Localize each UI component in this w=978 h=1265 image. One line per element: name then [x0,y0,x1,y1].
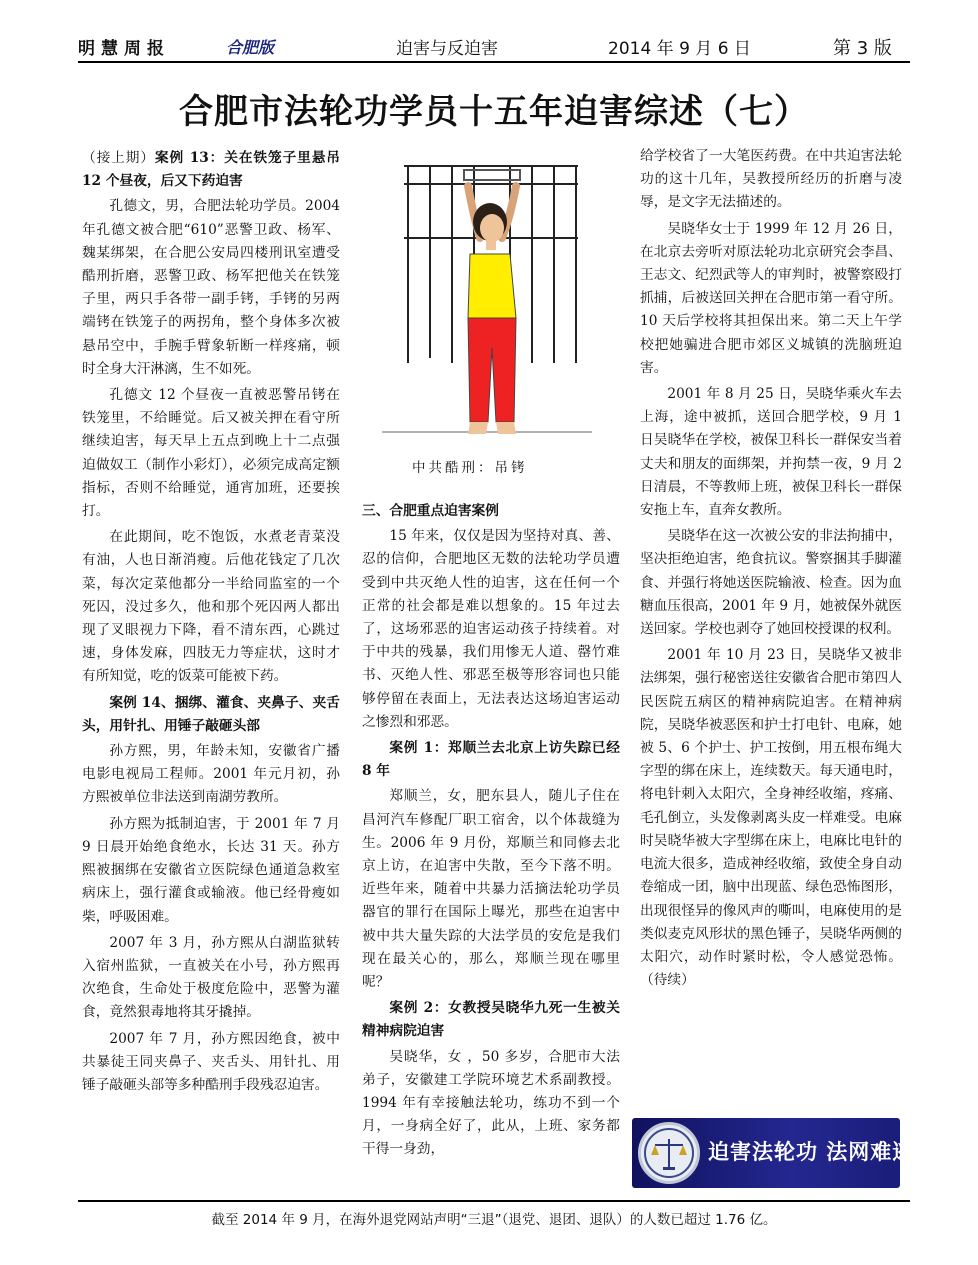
paragraph: 吴晓华在这一次被公安的非法拘捕中，坚决拒绝迫害，绝食抗议。警察捆其手脚灌食、并强行将她送医院输液、检查。因为血糖血压很高，2001 年 9 月，她被保外就医送回家。学校也剥夺了她回校授课的权利。 [640,528,902,638]
paragraph: 孙方熙为抵制迫害，于 2001 年 7 月 9 日晨开始绝食绝水，长达 31 天。孙方熙被捆绑在安徽省立医院绿色通道急救室病床上，强行灌食或输液。他已经骨瘦如柴，呼吸困难。 [82,815,340,925]
paragraph: 2007 年 7 月，孙方熙因绝食，被中共暴徒王同夹鼻子、夹舌头、用针扎、用锤子敲砸头部等多种酷刑手段残忍迫害。 [82,1030,340,1093]
justice-scale-icon [638,1122,700,1184]
footer-note: 截至 2014 年 9 月，在海外退党网站声明“三退”（退党、退团、退队）的人数已超过 1.76 亿。 [211,1212,777,1228]
column-middle [362,498,620,1165]
case2-heading: 案例 2：女教授吴晓华九死一生被关精神病院迫害 [362,1000,620,1040]
paragraph: 吴晓华女士于 1999 年 12 月 26 日，在北京去旁听对原法轮功北京研究会李昌、王志文、纪烈武等人的审判时，被警察殴打抓捕，后被送回关押在合肥市第一看守所。10 天后学校将其担保出来。第二天上午学校把她骗进合肥市郊区义城镇的洗脑班迫害。 [640,220,902,376]
figure-caption: 中共酷刑：吊铐 [412,460,528,476]
case13-heading [82,147,340,193]
header-rule [78,61,910,63]
column-right [640,145,902,995]
paragraph: 15 年来，仅仅是因为坚持对真、善、忍的信仰，合肥地区无数的法轮功学员遭受到中共灭绝人性的迫害，这在任何一个正常的社会都是难以想象的。15 年过去了，这场邪恶的迫害运动孩子持续着。对于中共的残暴，我们用惨无人道、罄竹难书、灭绝人性、邪恶至极等形容词也只能够停留在表面上，无法表达这场迫害运动之惨烈和邪恶。 [362,528,620,730]
case1-heading: 案例 1：郑顺兰去北京上访失踪已经 8 年 [362,740,620,780]
edition-label: 合肥版 [226,38,275,57]
slogan-banner [632,1118,915,1188]
paragraph: 孙方熙，男，年龄未知，安徽省广播电影电视局工程师。2001 年元月初，孙方熙被单位非法送到南湖劳教所。 [82,743,340,806]
paragraph: 孔德文，男，合肥法轮功学员。2004 年孔德文被合肥“610”恶警卫政、杨军、魏某绑架，在合肥公安局四楼刑讯室遭受酷刑折磨，恶警卫政、杨军把他关在铁笼子里，两只手各带一副手铐，手铐的另两端铐在铁笼子的两拐角，整个身体多次被悬吊空中，手腕手臂象斩断一样疼痛，顿时全身大汗淋漓，生不如死。 [82,198,340,377]
paragraph: 在此期间，吃不饱饭，水煮老青菜没有油，人也日渐消瘦。后他花钱定了几次菜，每次定菜他都分一半给同监室的一个死囚，没过多久，他和那个死囚两人都出现了叉眼视力下降，看不清东西，心跳过速，身体发麻，四肢无力等症状，这时才有所知觉，吃的饭菜可能被下药。 [82,529,340,685]
paragraph: 给学校省了一大笔医药费。在中共迫害法轮功的这十几年，吴教授所经历的折磨与凌辱，是文字无法描述的。 [640,148,902,211]
continued-note: （接上期） [82,150,155,166]
torture-illustration [382,158,600,448]
paragraph: 吴晓华，女 ，50 多岁，合肥市大法弟子，安徽建工学院环境艺术系副教授。1994 年有幸接触法轮功，练功不到一个月，一身病全好了，此从，上班、家务都干得一身劲， [362,1048,620,1158]
page-header [78,30,910,62]
section-name: 迫害与反迫害 [396,39,498,59]
newspaper-name: 明慧周报 [78,39,170,59]
column-left [82,145,340,1100]
page-number: 第 3 版 [833,38,892,59]
slogan-text: 迫害法轮功 法网难逃 [708,1140,915,1164]
section-heading: 三、合肥重点迫害案例 [362,503,499,519]
paragraph: 郑顺兰，女，肥东县人，随儿子住在昌河汽车修配厂职工宿舍，以个体裁缝为生。2006 年 9 月份，郑顺兰和同修去北京上访，在迫害中失散，至今下落不明。近些年来，随着中共暴力活摘法轮功学员器官的罪行在国际上曝光，那些在迫害中被中共大量失踪的大法学员的安危是我们现在最关心的，那么，郑顺兰现在哪里呢？ [362,788,620,991]
case14-heading: 案例 14、捆绑、灌食、夹鼻子、夹舌头，用针扎、用锤子敲砸头部 [82,694,340,734]
article-title: 合肥市法轮功学员十五年迫害综述（七） [179,92,809,132]
issue-date: 2014 年 9 月 6 日 [608,39,751,59]
paragraph: 孔德文 12 个昼夜一直被恶警吊铐在铁笼里，不给睡觉。后又被关押在看守所继续迫害，每天早上五点到晚上十二点强迫做奴工（制作小彩灯），必须完成高定额指标，否则不给睡觉，通宵加班，还要挨打。 [82,387,340,520]
case13-heading-text: 案例 13：关在铁笼子里悬吊 12 个昼夜，后又下药迫害 [82,150,340,190]
footer-rule [78,1200,910,1202]
paragraph: 2007 年 3 月，孙方熙从白湖监狱转入宿州监狱，一直被关在小号，孙方熙再次绝食，生命处于极度危险中，恶警为灌食，竟然狠毒地将其牙撬掉。 [82,934,340,1021]
paragraph: 2001 年 10 月 23 日，吴晓华又被非法绑架，强行秘密送往安徽省合肥市第四人民医院五病区的精神病院迫害。在精神病院，吴晓华被恶医和护士打电针、电麻，她被 5、6 个护士、护工按倒，用五根布绳大字型的绑在床上，连续数天。每天通电时，将电针刺入太阳穴，全身神经收缩，疼痛、毛孔倒立，头发像剥离头皮一样难受。电麻时吴晓华被大字型绑在床上，电麻比电针的电流大很多，造成神经收缩，致使全身自动卷缩成一团，脑中出现蓝、绿色恐怖图形，出现很怪异的像风声的嘶叫，电麻使用的是类似麦克风形状的黑色锤子，吴晓华两侧的太阳穴，动作时紧时松，令人感觉恐怖。（待续） [640,647,902,989]
paragraph: 2001 年 8 月 25 日，吴晓华乘火车去上海，途中被抓，送回合肥学校，9 月 1 日吴晓华在学校，被保卫科长一群保安当着丈夫和朋友的面绑架，并拘禁一夜，9 月 2 日清晨，不等教师上班，被保卫科长一群保安拖上车，直奔女教所。 [640,386,902,519]
